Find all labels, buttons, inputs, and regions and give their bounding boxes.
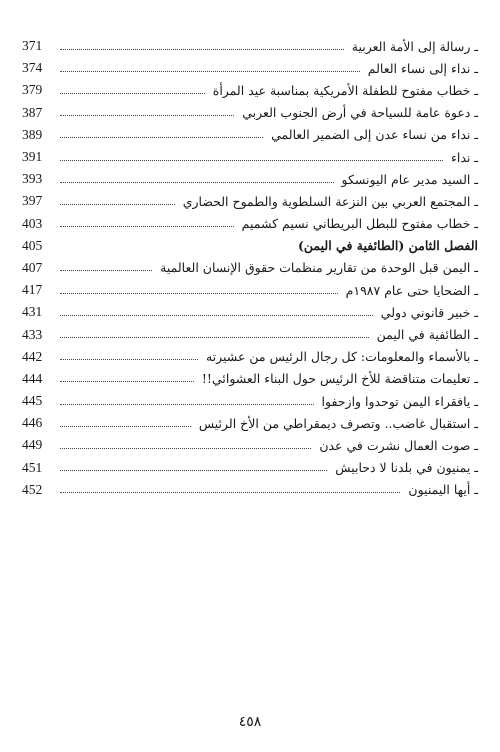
toc-entry-page: 405 xyxy=(22,238,56,254)
toc-entry-page: 403 xyxy=(22,216,56,232)
toc-entry xyxy=(22,102,478,124)
toc-entry-title: ـ رسالة إلى الأمة العربية xyxy=(348,39,478,54)
toc-entry xyxy=(22,279,478,301)
toc-entry-page: 433 xyxy=(22,327,56,343)
toc-entry-page: 379 xyxy=(22,82,56,98)
toc-entry xyxy=(22,124,478,146)
toc-entry-title: ـ السيد مدير عام اليونسكو xyxy=(338,172,478,187)
toc-entry-page: 391 xyxy=(22,149,56,165)
dot-leader xyxy=(60,414,191,427)
toc-entry xyxy=(22,213,478,235)
toc-entry xyxy=(22,190,478,212)
toc-entry-title: ـ خبير قانوني دولي xyxy=(377,305,478,320)
toc-entry-page: 445 xyxy=(22,393,56,409)
toc-entry-title: ـ خطاب مفتوح للطفلة الأمريكية بمناسبة عيد المرأة xyxy=(209,83,478,98)
toc-entry-page: 444 xyxy=(22,371,56,387)
toc-entry xyxy=(22,301,478,323)
toc-entry-page: 442 xyxy=(22,349,56,365)
toc-entry xyxy=(22,368,478,390)
toc-chapter-heading xyxy=(22,235,478,257)
toc-entry-title: ـ الضحايا حتى عام ١٩٨٧م xyxy=(342,283,478,298)
dot-leader xyxy=(60,436,311,449)
toc-entry xyxy=(22,257,478,279)
toc-entry xyxy=(22,346,478,368)
toc-entry-page: 387 xyxy=(22,105,56,121)
table-of-contents xyxy=(22,35,478,501)
dot-leader xyxy=(60,125,263,138)
dot-leader xyxy=(60,480,400,493)
toc-entry xyxy=(22,168,478,190)
toc-entry-page: 449 xyxy=(22,437,56,453)
dot-leader xyxy=(60,325,369,338)
dot-leader xyxy=(60,369,194,382)
toc-entry xyxy=(22,57,478,79)
toc-entry-page: 397 xyxy=(22,193,56,209)
dot-leader xyxy=(60,103,234,116)
dot-leader xyxy=(60,170,334,183)
toc-entry-page: 407 xyxy=(22,260,56,276)
toc-entry-title: ـ يمنيون في بلدنا لا دحابيش xyxy=(331,460,478,475)
toc-entry-page: 371 xyxy=(22,38,56,54)
toc-entry-title: ـ نداء إلى نساء العالم xyxy=(364,61,478,76)
toc-entry-title: ـ اليمن قبل الوحدة من تقارير منظمات حقوق الإنسان العالمية xyxy=(156,260,478,275)
dot-leader xyxy=(60,303,373,316)
toc-entry-title: ـ أيها اليمنيون xyxy=(404,482,478,497)
toc-entry-title: ـ خطاب مفتوح للبطل البريطاني نسيم كشميم xyxy=(238,216,478,231)
dot-leader xyxy=(60,458,327,471)
dot-leader xyxy=(60,392,314,405)
dot-leader xyxy=(60,347,198,360)
dot-leader xyxy=(60,81,205,94)
dot-leader xyxy=(60,192,175,205)
dot-leader xyxy=(60,148,443,161)
toc-entry-title: ـ نداء xyxy=(447,150,478,165)
toc-entry xyxy=(22,457,478,479)
toc-entry-title: ـ بالأسماء والمعلومات: كل رجال الرئيس من عشيرته xyxy=(202,349,478,364)
toc-entry-title: ـ دعوة عامة للسياحة في أرض الجنوب العربي xyxy=(238,105,478,120)
toc-entry-page: 431 xyxy=(22,304,56,320)
toc-entry-page: 446 xyxy=(22,415,56,431)
toc-entry xyxy=(22,479,478,501)
dot-leader xyxy=(60,214,234,227)
page-number: ٤٥٨ xyxy=(238,714,262,730)
toc-entry xyxy=(22,390,478,412)
toc-entry-page: 452 xyxy=(22,482,56,498)
toc-entry-page: 389 xyxy=(22,127,56,143)
toc-entry-title: ـ استقبال غاضب.. وتصرف ديمقراطي من الأخ الرئيس xyxy=(195,416,478,431)
toc-entry xyxy=(22,146,478,168)
dot-leader xyxy=(60,281,338,294)
toc-entry-title: ـ الطائفية في اليمن xyxy=(373,327,478,342)
toc-entry-title: ـ المجتمع العربي بين النزعة السلطوية والطموح الحضاري xyxy=(179,194,478,209)
toc-entry-page: 374 xyxy=(22,60,56,76)
toc-entry-page: 451 xyxy=(22,460,56,476)
toc-entry xyxy=(22,35,478,57)
toc-entry-page: 417 xyxy=(22,282,56,298)
toc-entry-title: الفصل الثامن (الطائفية في اليمن) xyxy=(294,238,478,253)
toc-entry xyxy=(22,79,478,101)
dot-leader xyxy=(60,258,152,271)
toc-entry xyxy=(22,434,478,456)
toc-entry-title: ـ تعليمات متناقضة للأخ الرئيس حول البناء العشوائي!! xyxy=(198,371,478,386)
toc-entry xyxy=(22,412,478,434)
toc-entry-title: ـ نداء من نساء عدن إلى الضمير العالمي xyxy=(267,127,478,142)
toc-entry xyxy=(22,323,478,345)
toc-entry-title: ـ يافقراء اليمن توحدوا وازحفوا xyxy=(318,394,478,409)
toc-entry-page: 393 xyxy=(22,171,56,187)
toc-entry-title: ـ صوت العمال نشرت في عدن xyxy=(315,438,478,453)
dot-leader xyxy=(60,37,344,50)
dot-leader xyxy=(60,59,360,72)
